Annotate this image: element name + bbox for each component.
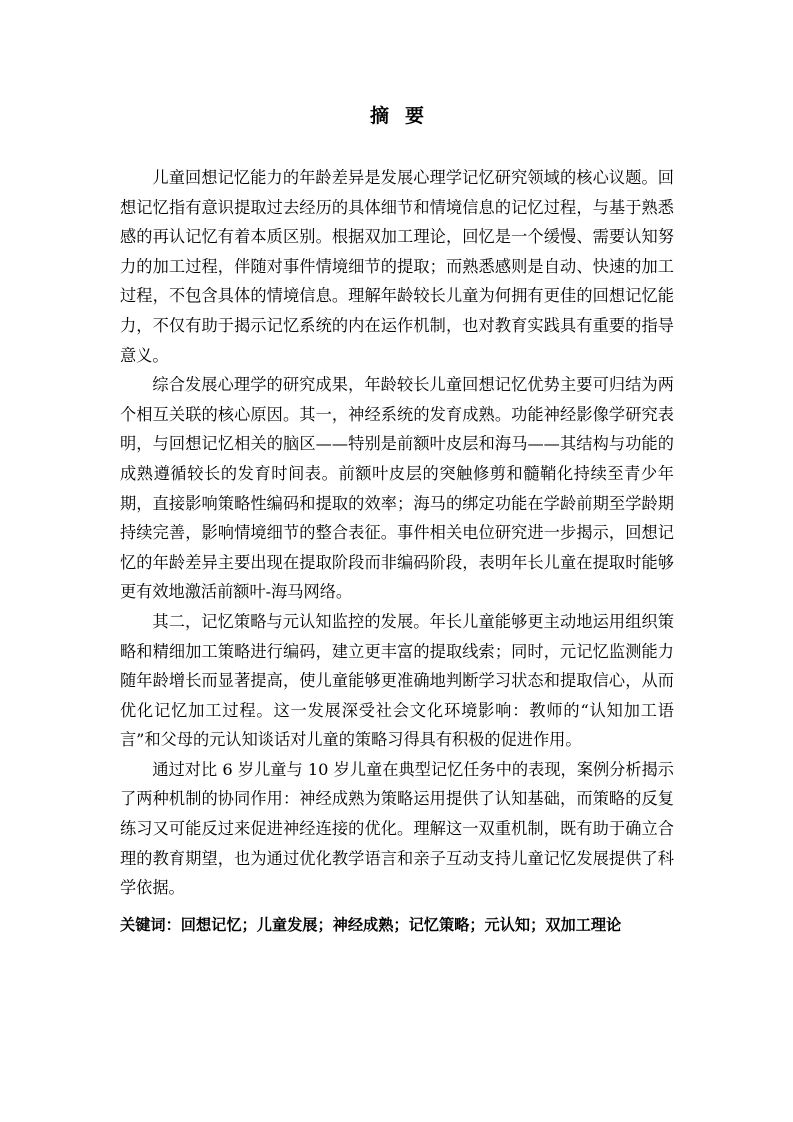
keywords-text: 回想记忆；儿童发展；神经成熟；记忆策略；元认知；双加工理论 xyxy=(180,916,622,934)
paragraph: 通过对比 6 岁儿童与 10 岁儿童在典型记忆任务中的表现，案例分析揭示了两种机制的协同作用：神经成熟为策略运用提供了认知基础，而策略的反复练习又可能反过来促进神经连接的优化。理解这一双重机制，既有助于确立合理的教育期望，也为通过优化教学语言和亲子互动支持儿童记忆发展提供了科学依据。 xyxy=(120,759,674,898)
keywords-label: 关键词： xyxy=(120,916,181,934)
keywords-line xyxy=(120,913,674,937)
paragraph: 儿童回想记忆能力的年龄差异是发展心理学记忆研究领域的核心议题。回想记忆指有意识提取过去经历的具体细节和情境信息的记忆过程，与基于熟悉感的再认记忆有着本质区别。根据双加工理论，回忆是一个缓慢、需要认知努力的加工过程，伴随对事件情境细节的提取；而熟悉感则是自动、快速的加工过程，不包含具体的情境信息。理解年龄较长儿童为何拥有更佳的回想记忆能力，不仅有助于揭示记忆系统的内在运作机制，也对教育实践具有重要的指导意义。 xyxy=(120,168,674,365)
paragraph: 综合发展心理学的研究成果，年龄较长儿童回想记忆优势主要可归结为两个相互关联的核心原因。其一，神经系统的发育成熟。功能神经影像学研究表明，与回想记忆相关的脑区——特别是前额叶皮层和海马——其结构与功能的成熟遵循较长的发育时间表。前额叶皮层的突触修剪和髓鞘化持续至青少年期，直接影响策略性编码和提取的效率；海马的绑定功能在学龄前期至学龄期持续完善，影响情境细节的整合表征。事件相关电位研究进一步揭示，回想记忆的年龄差异主要出现在提取阶段而非编码阶段，表明年长儿童在提取时能够更有效地激活前额叶-海马网络。 xyxy=(120,375,674,602)
paragraph: 其二，记忆策略与元认知监控的发展。年长儿童能够更主动地运用组织策略和精细加工策略进行编码，建立更丰富的提取线索；同时，元记忆监测能力随年龄增长而显著提高，使儿童能够更准确地判断学习状态和提取信心，从而优化记忆加工过程。这一发展深受社会文化环境影响：教师的“认知加工语言”和父母的元认知谈话对儿童的策略习得具有积极的促进作用。 xyxy=(120,611,674,750)
page-title: 摘要 xyxy=(369,105,440,127)
abstract-body xyxy=(120,163,674,903)
